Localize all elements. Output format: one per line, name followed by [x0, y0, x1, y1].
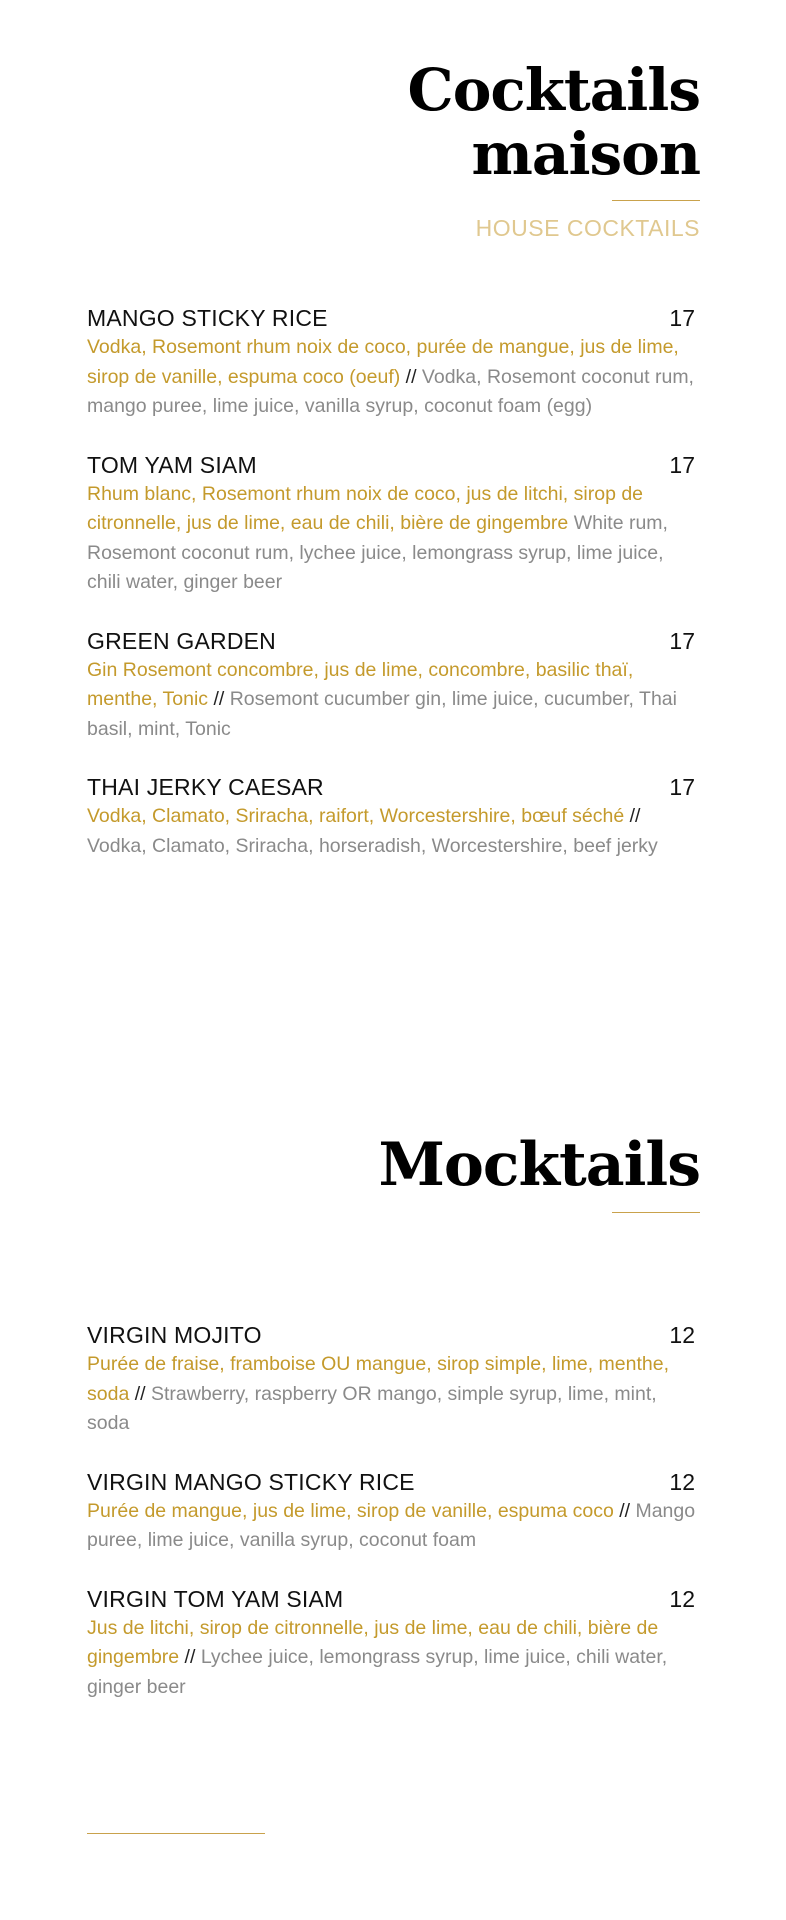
- cocktails-list: [87, 303, 699, 889]
- item-price: 12: [669, 1322, 695, 1348]
- item-description: [87, 656, 699, 745]
- description-french: Gin Rosemont concombre, jus de lime, concombre, basilic thaï, menthe, Tonic: [87, 658, 634, 710]
- item-description: [87, 333, 699, 422]
- menu-item: [87, 1584, 699, 1703]
- cocktails-title-divider: [612, 200, 700, 201]
- mocktails-list: [87, 1320, 699, 1730]
- item-name: VIRGIN MANGO STICKY RICE: [87, 1468, 415, 1495]
- description-separator: //: [400, 365, 422, 388]
- description-separator: //: [129, 1382, 151, 1405]
- menu-item: [87, 626, 699, 745]
- cocktails-title-line2: maison: [471, 120, 700, 188]
- cocktails-title-line1: Cocktails: [407, 56, 700, 124]
- item-name: THAI JERKY CAESAR: [87, 774, 324, 800]
- description-french: Purée de mangue, jus de lime, sirop de vanille, espuma coco: [87, 1499, 614, 1522]
- menu-item: [87, 772, 699, 861]
- item-price: 17: [669, 774, 695, 800]
- item-description: [87, 1497, 699, 1556]
- description-english: Mango puree, lime juice, vanilla syrup, coconut foam: [87, 1499, 696, 1551]
- item-price: 17: [669, 627, 695, 654]
- menu-item: [87, 450, 699, 598]
- menu-item: [87, 1320, 699, 1439]
- description-separator: //: [208, 688, 230, 710]
- menu-item: [87, 1467, 699, 1556]
- description-separator: //: [613, 1499, 636, 1522]
- description-french: Vodka, Clamato, Sriracha, raifort, Worcestershire, bœuf séché: [87, 805, 625, 827]
- cocktails-header: [408, 58, 700, 242]
- cocktails-subtitle: HOUSE COCKTAILS: [475, 215, 700, 241]
- item-price: 12: [669, 1585, 695, 1612]
- menu-item: [87, 303, 699, 422]
- item-name: MANGO STICKY RICE: [87, 305, 328, 331]
- footer-divider: [87, 1833, 265, 1834]
- mocktails-header: [379, 1130, 701, 1213]
- mocktails-title-divider: [612, 1212, 700, 1213]
- description-english: Vodka, Clamato, Sriracha, horseradish, Worcestershire, beef jerky: [87, 834, 658, 857]
- description-english: Vodka, Rosemont coconut rum, mango puree, lime juice, vanilla syrup, coconut foam (egg): [87, 365, 694, 417]
- description-separator: //: [624, 805, 641, 827]
- description-english: Rosemont cucumber gin, lime juice, cucumber, Thai basil, mint, Tonic: [87, 688, 677, 740]
- item-description: [87, 480, 699, 598]
- description-separator: //: [179, 1646, 201, 1668]
- item-price: 17: [669, 451, 695, 478]
- item-name: VIRGIN TOM YAM SIAM: [87, 1585, 344, 1612]
- item-price: 17: [669, 305, 695, 331]
- item-description: [87, 802, 699, 861]
- item-name: GREEN GARDEN: [87, 627, 276, 654]
- description-french: Rhum blanc, Rosemont rhum noix de coco, jus de litchi, sirop de citronnelle, jus de lime, eau de chili, bière de gingembre: [87, 482, 644, 534]
- item-name: VIRGIN MOJITO: [87, 1322, 262, 1348]
- item-price: 12: [669, 1468, 695, 1495]
- cocktails-title: [408, 58, 700, 186]
- description-french: Purée de fraise, framboise OU mangue, sirop simple, lime, menthe, soda: [87, 1353, 670, 1405]
- item-name: TOM YAM SIAM: [87, 451, 257, 478]
- description-french: Vodka, Rosemont rhum noix de coco, purée de mangue, jus de lime, sirop de vanille, espuma coco (oeuf): [87, 336, 679, 388]
- item-description: [87, 1350, 699, 1439]
- mocktails-title: Mocktails: [378, 1130, 700, 1200]
- item-description: [87, 1614, 699, 1703]
- description-english: Strawberry, raspberry OR mango, simple syrup, lime, mint, soda: [87, 1382, 657, 1434]
- description-english: Lychee juice, lemongrass syrup, lime juice, chili water, ginger beer: [87, 1646, 668, 1698]
- description-french: Jus de litchi, sirop de citronnelle, jus de lime, eau de chili, bière de gingembre: [87, 1616, 659, 1668]
- description-english: White rum, Rosemont coconut rum, lychee juice, lemongrass syrup, lime juice, chili water, ginger beer: [87, 512, 668, 593]
